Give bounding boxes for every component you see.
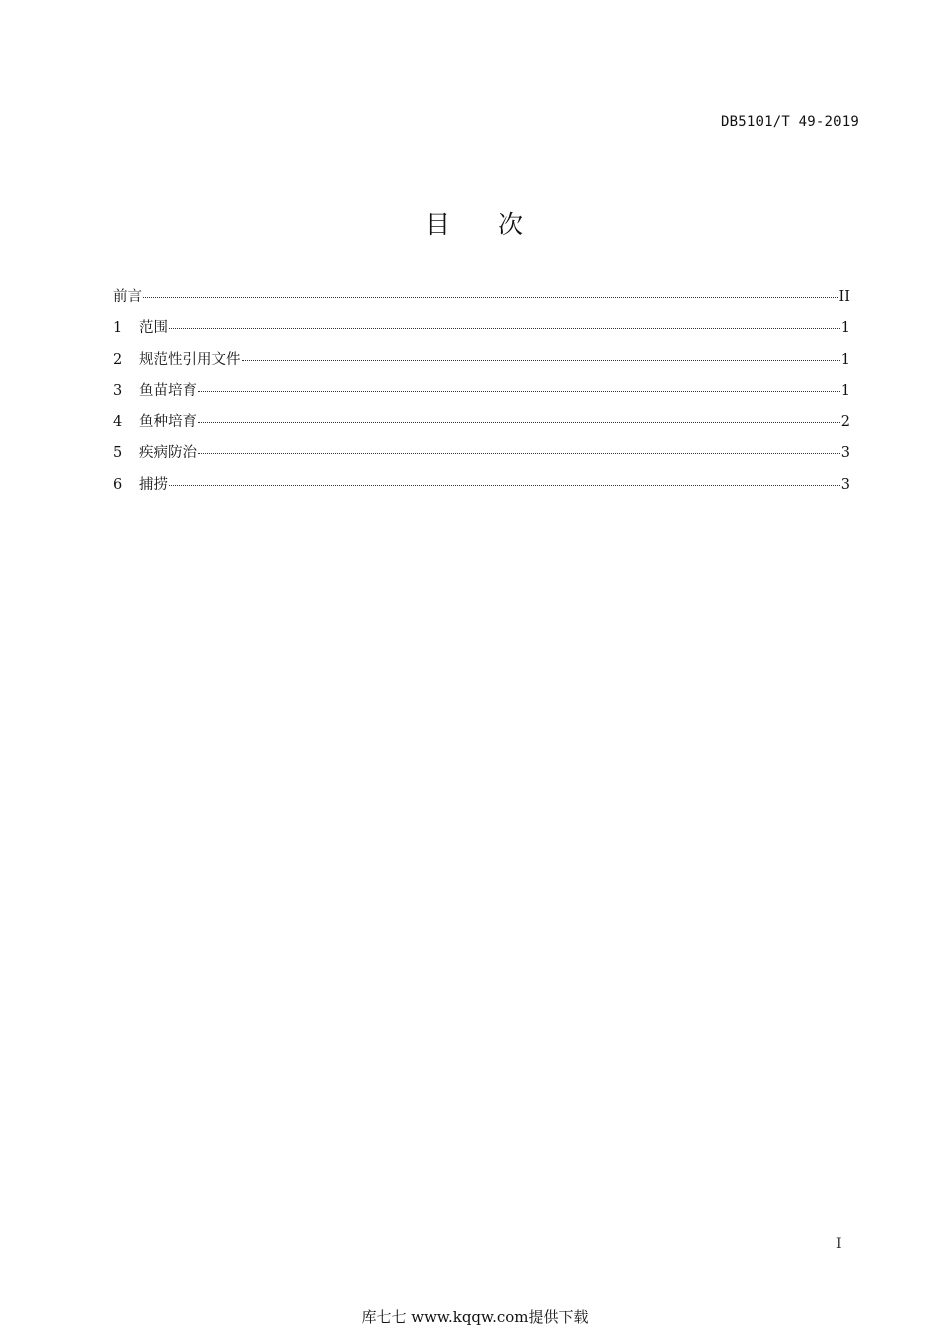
- toc-leader-dots: [242, 359, 840, 361]
- toc-entry-disease-control[interactable]: [113, 440, 850, 471]
- table-of-contents: [113, 284, 850, 503]
- toc-entry-text: 疾病防治: [139, 445, 197, 462]
- toc-entry-fry-rearing[interactable]: [113, 378, 850, 409]
- page-title: [0, 205, 950, 241]
- page-number: I: [836, 1236, 842, 1252]
- toc-entry-page: 3: [840, 476, 850, 493]
- toc-entry-text: 前言: [113, 289, 142, 305]
- toc-entry-normative-references[interactable]: [113, 347, 850, 378]
- toc-entry-page: 1: [840, 320, 850, 337]
- toc-entry-preface[interactable]: [113, 284, 850, 315]
- toc-entry-page: 1: [840, 351, 850, 368]
- toc-entry-page: 2: [840, 414, 850, 431]
- toc-entry-fingerling-rearing[interactable]: [113, 409, 850, 440]
- toc-leader-dots: [198, 390, 840, 392]
- toc-entry-page: 1: [840, 382, 850, 399]
- toc-entry-text: 鱼苗培育: [139, 382, 197, 399]
- toc-entry-number: 3: [113, 382, 123, 399]
- toc-entry-number: 5: [113, 445, 123, 462]
- toc-entry-text: 捕捞: [139, 476, 168, 493]
- toc-entry-page: II: [838, 289, 850, 305]
- toc-entry-scope[interactable]: [113, 315, 850, 346]
- toc-leader-dots: [198, 421, 840, 423]
- download-watermark: 库七七 www.kqqw.com提供下载: [361, 1308, 589, 1326]
- document-code: DB5101/T 49-2019: [720, 114, 859, 130]
- toc-entry-number: 2: [113, 351, 123, 368]
- toc-entry-number: 6: [113, 476, 123, 493]
- page-title-right: 次: [498, 210, 526, 239]
- page-title-left: 目: [424, 210, 452, 239]
- toc-entry-text: 范围: [139, 320, 168, 337]
- toc-leader-dots: [169, 327, 840, 329]
- toc-entry-harvesting[interactable]: [113, 472, 850, 503]
- toc-leader-dots: [169, 484, 840, 486]
- toc-entry-page: 3: [840, 445, 850, 462]
- toc-entry-text: 规范性引用文件: [139, 351, 241, 368]
- toc-entry-number: 1: [113, 320, 123, 337]
- toc-leader-dots: [198, 452, 840, 454]
- toc-entry-number: 4: [113, 414, 123, 431]
- toc-leader-dots: [143, 296, 838, 298]
- toc-entry-text: 鱼种培育: [139, 414, 197, 431]
